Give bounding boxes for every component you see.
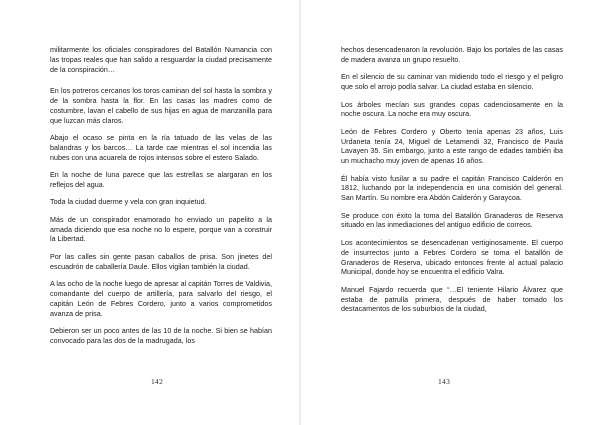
paragraph: En la noche de luna parece que las estrellas se alargaran en los reflejos del agua. — [50, 171, 272, 189]
right-page — [300, 0, 600, 425]
right-page-number: 143 — [438, 377, 451, 386]
paragraph: León de Febres Cordero y Oberto tenía apenas 23 años, Luis Urdaneta tenía 24, Miguel de Letamendi 32, Francisco de Paula Lavayen 35. Sin embargo, junto a este rango de edades también iba un muchacho muy joven de apenas 16 años. — [341, 127, 563, 166]
paragraph: En el silencio de su caminar van midiendo todo el riesgo y el peligro que solo el arrojo podía salvar. La ciudad estaba en silencio. — [341, 73, 563, 92]
left-page-text — [50, 46, 272, 354]
paragraph: Se produce con éxito la toma del Batallón Granaderos de Reserva situado en las inmediaciones del antiguo edificio de correos. — [341, 211, 563, 230]
paragraph: militarmente los oficiales conspiradores del Batallón Numancia con las tropas reales que han salido a resguardar la ciudad precisamente de la conspiración… — [50, 46, 272, 74]
paragraph: Los árboles mecían sus grandes copas cadenciosamente en la noche oscura. La noche era muy oscura. — [341, 100, 563, 119]
paragraph: hechos desencadenaron la revolución. Bajo los portales de las casas de madera avanza un grupo resuelto. — [341, 46, 563, 64]
paragraph: Por las calles sin gente pasan caballos de prisa. Son jinetes del escuadrón de caballería Daule. Ellos vigilan también la ciudad. — [50, 252, 272, 271]
paragraph: Él había visto fusilar a su padre el capitán Francisco Calderón en 1812, luchando por la independencia en una comisión del general. San Martín. Su nombre era Abdón Calderón y Garaycoa. — [341, 174, 563, 203]
paragraph: En los potreros cercanos los toros caminan del sol hasta la sombra y de la sombra hasta la flor. En las casas las madres como de costumbre, lavan el cabello de sus hijas en agua de manzanilla para que luzcan más claros. — [50, 87, 272, 125]
left-page-number: 142 — [151, 377, 164, 386]
paragraph: Los acontecimientos se desencadenan vertiginosamente. El cuerpo de insurrectos junto a Febres Cordero se toma el batallón de Granaderos de Reserva, ubicado entonces frente al actual palacio Municipal, donde hoy se encuentra el edificio Valra. — [341, 239, 563, 277]
paragraph: A las ocho de la noche luego de apresar al capitán Torres de Valdivia, comandante del cuerpo de artillería, para salvarlo del riesgo, el capitán León de Febres Cordero, junto a varios comprometidos avanza de prisa. — [50, 280, 272, 318]
paragraph: Más de un conspirador enamorado ho enviado un papelito a la amada diciendo que esa noche no lo espere, porque van a construir la Libertad. — [50, 215, 272, 244]
paragraph: Debieron ser un poco antes de las 10 de la noche. Si bien se habían convocado para las dos de la madrugada, los — [50, 327, 272, 345]
paragraph: Abajo el ocaso se pinta en la ría tatuado de las velas de las balandras y los barcos… La tarde cae mientras el sol incendia las nubes con una acuarela de rojos intensos sobre el estero Salado. — [50, 134, 272, 162]
paragraph: Manuel Fajardo recuerda que “…El teniente Hilario Álvarez que estaba de patrulla primera, después de haber tomado los destacamentos de los suburbios de la ciudad, — [341, 285, 563, 314]
right-page-text — [341, 46, 563, 323]
paragraph: Toda la ciudad duerme y vela con gran inquietud. — [50, 198, 207, 207]
